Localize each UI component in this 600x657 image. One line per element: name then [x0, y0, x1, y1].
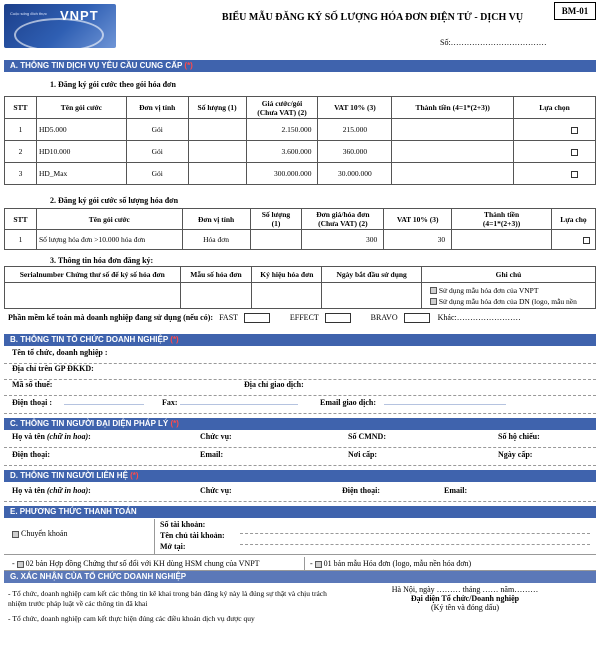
rep-position-label: Chức vụ:	[200, 432, 232, 441]
cell-vat: 30.000.000	[318, 163, 392, 185]
select-checkbox[interactable]	[583, 237, 590, 244]
cell-package: HD_Max	[36, 163, 126, 185]
quantity-table	[4, 208, 596, 250]
contact-name-label: Họ và tên	[12, 486, 45, 495]
cell-unit: Gói	[126, 119, 188, 141]
bullet: -	[310, 559, 313, 568]
subsection-3-title: 3. Thông tin hóa đơn đăng ký:	[50, 256, 154, 265]
section-b-title: B. THÔNG TIN TỔ CHỨC DOANH NGHIỆP	[10, 335, 169, 344]
signature-block	[340, 585, 590, 612]
attachment-2[interactable]	[310, 559, 471, 568]
attachments-row	[4, 557, 596, 571]
table-header-row	[5, 267, 596, 283]
attachment-2-checkbox[interactable]	[315, 561, 322, 568]
bullet: -	[12, 559, 15, 568]
cell-unit: Gói	[126, 141, 188, 163]
rep-issued-place-label: Nơi cấp:	[348, 450, 378, 459]
attachment-1[interactable]	[12, 559, 260, 568]
section-e-title: E. PHƯƠNG THỨC THANH TOÁN	[10, 507, 137, 516]
select-checkbox[interactable]	[571, 149, 578, 156]
legal-rep-row-1: Họ và tên (chữ in hoa): Chức vụ: Số CMND: Số hộ chiếu:	[4, 432, 596, 448]
cell-qty[interactable]	[188, 141, 246, 163]
rep-phone-label: Điện thoại:	[12, 450, 50, 459]
col-header: STT	[5, 97, 37, 119]
org-name-label: Tên tổ chức, doanh nghiệp :	[12, 348, 108, 357]
cell-vat: 215.000	[318, 119, 392, 141]
phone-field[interactable]: ........................................	[64, 398, 144, 407]
bank-branch-field[interactable]	[240, 544, 590, 545]
section-a-title: A. THÔNG TIN DỊCH VỤ YÊU CẦU CUNG CẤP	[10, 61, 183, 70]
col-header: Tên gói cước	[36, 97, 126, 119]
form-number-cell[interactable]	[180, 283, 252, 309]
transfer-option[interactable]	[12, 529, 67, 538]
cell-stt: 2	[5, 141, 37, 163]
attachment-1-label: 02 bản Hợp đồng Chứng thư số đổi với KH dùng HSM chung của VNPT	[25, 559, 260, 568]
required-mark: (*)	[170, 335, 179, 344]
col-header: Lựa chọ	[551, 209, 595, 230]
email-label: Email giao dịch:	[320, 398, 377, 407]
serial-input-cell[interactable]	[5, 283, 181, 309]
legal-rep-row-2	[4, 450, 596, 466]
note-label: Sử dụng mẫu hóa đơn của VNPT	[438, 285, 539, 295]
section-a-header	[4, 60, 596, 72]
tax-code-label: Mã số thuế:	[12, 380, 53, 389]
rep-name-label: Họ và tên	[12, 432, 45, 441]
col-header: Thành tiền (4=1*(2+3))	[452, 209, 552, 230]
commitment-1	[8, 589, 338, 609]
cell-package: HD5.000	[36, 119, 126, 141]
rep-name-note: (chữ in hoa)	[46, 432, 89, 441]
col-header: Lựa chọn	[514, 97, 596, 119]
commitment-2	[8, 614, 338, 623]
note-checkbox[interactable]	[430, 287, 437, 294]
cell-stt: 1	[5, 230, 37, 250]
cell-package: HD10.000	[36, 141, 126, 163]
cell-price: 300.000.000	[246, 163, 318, 185]
attachment-2-label: 01 bản mẫu Hóa đơn (logo, mẫu nền hóa đơn)	[323, 559, 472, 568]
logo-wordmark: VNPT	[60, 8, 99, 23]
cell-qty[interactable]	[188, 163, 246, 185]
section-d-title: D. THÔNG TIN NGƯỜI LIÊN HỆ	[10, 471, 128, 480]
cell-vat: 30	[384, 230, 452, 250]
cell-stt: 3	[5, 163, 37, 185]
select-cell	[551, 230, 595, 250]
col-header: Serialnumber Chứng thư số để ký số hóa đơn	[5, 267, 181, 283]
table-row	[5, 141, 596, 163]
account-holder-field[interactable]	[240, 533, 590, 534]
invoice-info-table	[4, 266, 596, 309]
rep-email-label: Email:	[200, 450, 224, 459]
col-header: Giá cước/gói (Chưa VAT) (2)	[246, 97, 318, 119]
gp-address-row	[4, 364, 596, 380]
section-g-header	[4, 571, 596, 583]
col-header: Số lượng (1)	[250, 209, 302, 230]
note-option[interactable]	[430, 285, 593, 296]
vnpt-logo	[4, 4, 116, 48]
col-header: VAT 10% (3)	[384, 209, 452, 230]
software-bravo-checkbox[interactable]	[404, 313, 430, 323]
col-header: VAT 10% (3)	[318, 97, 392, 119]
gp-address-label: Địa chỉ trên GP ĐKKD:	[12, 364, 94, 373]
select-checkbox[interactable]	[571, 127, 578, 134]
commitment-1-text: Tổ chức, doanh nghiệp cam kết các thông tin kê khai trong bản đăng ký này là đúng sự thật và chịu trách nhiệm trước pháp luật về các thông tin đã khai	[8, 589, 327, 608]
col-header: Số lượng (1)	[188, 97, 246, 119]
cell-price: 3.600.000	[246, 141, 318, 163]
fax-field[interactable]: ...........................................................	[180, 398, 298, 407]
contact-email-label: Email:	[444, 486, 468, 495]
section-d-header	[4, 470, 596, 482]
select-cell	[514, 141, 596, 163]
cell-price: 2.150.000	[246, 119, 318, 141]
contact-name-note: (chữ in hoa)	[46, 486, 89, 495]
logo-tagline: Cuộc sống đích thực	[10, 11, 47, 16]
note-label: Sử dụng mẫu hóa đơn của DN (logo, mẫu nền	[438, 296, 577, 306]
col-header: Tên gói cước	[36, 209, 182, 230]
subsection-2-title: 2. Đăng ký gói cước số lượng hóa đơn	[50, 196, 179, 205]
note-option[interactable]	[430, 296, 593, 307]
phone-label: Điện thoại :	[12, 398, 52, 407]
attachments-divider	[304, 557, 305, 571]
col-header: Mẫu số hóa đơn	[180, 267, 252, 283]
cell-package: Số lượng hóa đơn >10.000 hóa đơn	[36, 230, 182, 250]
software-option-fast-label: FAST	[219, 313, 238, 322]
form-number-field[interactable]: Số:………………………………	[440, 38, 547, 47]
cell-total[interactable]	[392, 119, 514, 141]
contact-position-label: Chức vụ:	[200, 486, 232, 495]
contact-person-row: Họ và tên (chữ in hoa): Chức vụ: Điện thoại: Email:	[4, 486, 596, 502]
table-row	[5, 119, 596, 141]
col-header: STT	[5, 209, 37, 230]
transfer-checkbox[interactable]	[12, 531, 19, 538]
cell-total[interactable]	[392, 141, 514, 163]
section-c-header	[4, 418, 596, 430]
select-cell	[514, 163, 596, 185]
cell-total[interactable]	[452, 230, 552, 250]
bullet: -	[8, 589, 13, 598]
date-line[interactable]: Hà Nội, ngày ……… tháng …… năm………	[391, 585, 539, 594]
section-e-header	[4, 506, 596, 518]
col-header: Đơn giá/hóa đơn (Chưa VAT) (2)	[302, 209, 384, 230]
software-option-effect-label: EFFECT	[289, 313, 319, 322]
representative-label: Đại diện Tổ chức/Doanh nghiệp	[410, 594, 520, 603]
form-title: BIỂU MẪU ĐĂNG KÝ SỐ LƯỢNG HÓA ĐƠN ĐIỆN TỬ - DỊCH VỤ	[221, 12, 524, 23]
account-holder-label: Tên chủ tài khoản:	[160, 531, 225, 540]
col-header: Đơn vị tính	[182, 209, 250, 230]
table-row	[5, 230, 596, 250]
col-header: Đơn vị tính	[126, 97, 188, 119]
org-name-row	[4, 348, 596, 364]
select-checkbox[interactable]	[571, 171, 578, 178]
software-option-bravo-label: BRAVO	[370, 313, 398, 322]
rep-issued-date-label: Ngày cấp:	[498, 450, 533, 459]
cell-qty[interactable]	[188, 119, 246, 141]
contact-row	[4, 398, 596, 414]
rep-id-label: Số CMND:	[348, 432, 386, 441]
note-checkbox[interactable]	[430, 298, 437, 305]
cell-vat: 360.000	[318, 141, 392, 163]
trade-address-label: Địa chỉ giao dịch:	[244, 380, 304, 389]
rep-passport-label: Số hộ chiếu:	[498, 432, 540, 441]
software-other-field[interactable]: Khác:……………………	[437, 313, 521, 322]
account-number-label: Số tài khoản:	[160, 520, 206, 529]
sign-note: (Ký tên và đóng dấu)	[431, 603, 499, 612]
table-row	[5, 163, 596, 185]
col-header: Ghi chú	[422, 267, 596, 283]
bank-branch-label: Mở tại:	[160, 542, 186, 551]
cell-stt: 1	[5, 119, 37, 141]
table-header-row	[5, 209, 596, 230]
bullet: -	[8, 614, 13, 623]
table-header-row	[5, 97, 596, 119]
required-mark: (*)	[130, 471, 139, 480]
notes-cell	[422, 283, 596, 309]
cell-price: 300	[302, 230, 384, 250]
software-label: Phần mềm kế toán mà doanh nghiệp đang sử dụng (nếu có):	[8, 313, 214, 322]
email-field[interactable]: .............................................................	[384, 398, 506, 407]
cell-unit: Gói	[126, 163, 188, 185]
cell-total[interactable]	[392, 163, 514, 185]
fax-label: Fax:	[162, 398, 178, 407]
select-cell	[514, 119, 596, 141]
section-b-header	[4, 334, 596, 346]
attachment-1-checkbox[interactable]	[17, 561, 24, 568]
software-fast-checkbox[interactable]	[244, 313, 270, 323]
payment-block	[4, 519, 596, 555]
required-mark: (*)	[170, 419, 179, 428]
col-header: Ký hiệu hóa đơn	[252, 267, 322, 283]
contact-phone-label: Điện thoại:	[342, 486, 380, 495]
symbol-cell[interactable]	[252, 283, 322, 309]
required-mark: (*)	[184, 61, 193, 70]
table-row	[5, 283, 596, 309]
tax-row	[4, 380, 596, 396]
cell-unit: Hóa đơn	[182, 230, 250, 250]
transfer-label: Chuyển khoản	[21, 529, 68, 538]
start-date-cell[interactable]	[322, 283, 422, 309]
form-code: BM-01	[554, 2, 596, 20]
payment-divider	[154, 519, 155, 555]
section-g-title: G. XÁC NHẬN CỦA TỔ CHỨC DOANH NGHIỆP	[10, 572, 187, 581]
col-header: Thành tiền (4=1*(2+3))	[392, 97, 514, 119]
software-effect-checkbox[interactable]	[325, 313, 351, 323]
cell-qty[interactable]	[250, 230, 302, 250]
subsection-1-title: 1. Đăng ký gói cước theo gói hóa đơn	[50, 80, 176, 89]
section-c-title: C. THÔNG TIN NGƯỜI ĐẠI DIỆN PHÁP LÝ	[10, 419, 169, 428]
package-table	[4, 96, 596, 185]
col-header: Ngày bắt đầu sử dụng	[322, 267, 422, 283]
accounting-software-row	[8, 313, 596, 323]
commitment-2-text: Tổ chức, doanh nghiệp cam kết thực hiện đúng các điều khoản dịch vụ được quy	[12, 614, 255, 623]
